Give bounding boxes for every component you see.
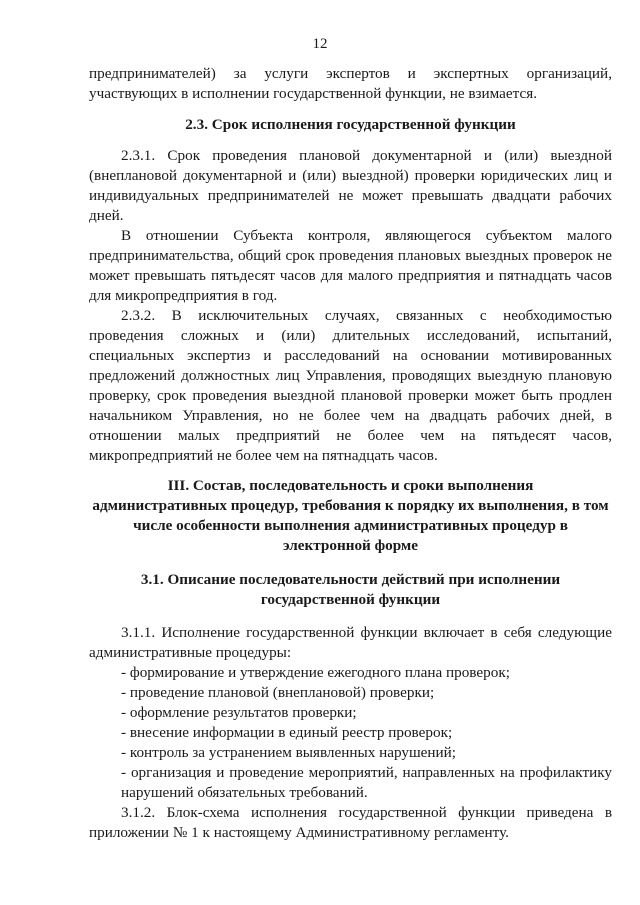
paragraph-3-1-1: 3.1.1. Исполнение государственной функции включает в себя следующие административные процедуры:	[89, 624, 612, 661]
list-item: - внесение информации в единый реестр проверок;	[121, 724, 453, 741]
section-III-heading-line: III. Состав, последовательность и сроки выполнения	[167, 477, 534, 494]
section-3-1-heading	[89, 570, 612, 610]
paragraph-small-business: В отношении Субъекта контроля, являющегося субъектом малого предпринимательства, общий срок проведения плановых выездных проверок не может превышать пятьдесят часов для малого предприятия и пятнадцать часов для микропредприятия в год.	[89, 227, 612, 304]
section-3-1-heading-line: 3.1. Описание последовательности действий при исполнении	[140, 571, 561, 588]
section-III-heading-line: числе особенности выполнения административных процедур в	[133, 517, 568, 534]
paragraph-2-3-2: 2.3.2. В исключительных случаях, связанных с необходимостью проведения сложных и (или) длительных исследований, испытаний, специальных экспертиз и расследований на основании мотивированных предложений должностных лиц Управления, проводящих выездную плановую проверку, срок проведения выездной плановой проверки может быть продлен начальником Управления, но не более чем на двадцать рабочих дней, в отношении малых предприятий не более чем на пятьдесят часов, микропредприятий не более чем на пятнадцать часов.	[89, 307, 612, 464]
section-III-heading-line: электронной форме	[282, 537, 419, 554]
section-III-heading-line: административных процедур, требования к порядку их выполнения, в том	[92, 497, 609, 514]
paragraph-3-1-2: 3.1.2. Блок-схема исполнения государственной функции приведена в приложении № 1 к настоящему Административному регламенту.	[89, 804, 612, 841]
document-body	[89, 64, 612, 843]
procedures-list	[89, 663, 612, 803]
list-item: - организация и проведение мероприятий, направленных на профилактику нарушений обязательных требований.	[121, 764, 612, 801]
intro-paragraph: предпринимателей) за услуги экспертов и экспертных организаций, участвующих в исполнении государственной функции, не взимается.	[89, 65, 612, 102]
section-III-heading	[89, 476, 612, 556]
list-item: - проведение плановой (внеплановой) проверки;	[121, 684, 435, 701]
section-3-1-heading-line: государственной функции	[260, 591, 441, 608]
list-item: - оформление результатов проверки;	[121, 704, 357, 721]
page-number: 12	[312, 36, 328, 52]
list-item: - формирование и утверждение ежегодного плана проверок;	[121, 664, 510, 681]
list-item: - контроль за устранением выявленных нарушений;	[121, 744, 456, 761]
paragraph-2-3-1: 2.3.1. Срок проведения плановой документарной и (или) выездной (внеплановой документарной и (или) выездной) проверки юридических лиц и индивидуальных предпринимателей не может превышать двадцати рабочих дней.	[89, 147, 612, 224]
section-2-3-heading: 2.3. Срок исполнения государственной функции	[185, 116, 516, 133]
